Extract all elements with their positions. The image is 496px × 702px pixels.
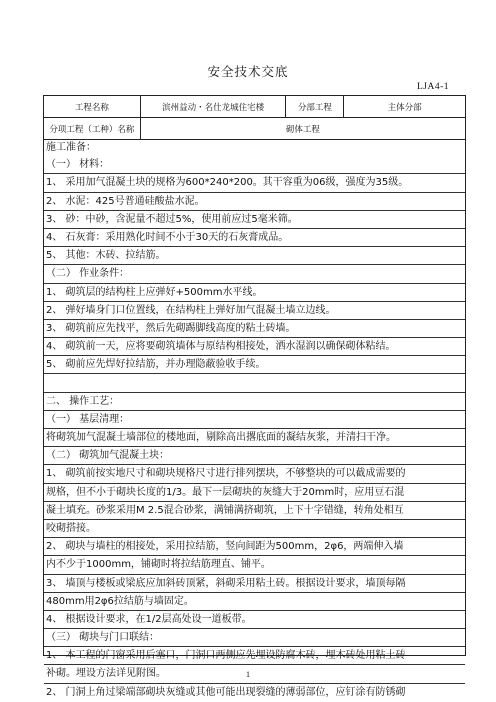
content-line: （二） 作业条件： [44,265,465,283]
content-box [43,139,466,698]
content-line: 凝土填充。砂浆采用M 2.5混合砂浆，满铺满挤砌筑，上下十字错缝，转角处相互 [44,502,465,520]
content-line: （二） 砌筑加气混凝土块： [44,447,465,465]
content-line: 480mm用2φ6拉结筋与墙固定。 [44,593,465,611]
content-line [44,374,465,392]
content-line: （一） 材料： [44,156,465,174]
content-line: 1、 采用加气混凝土块的规格为600*240*200。其干容重为06级，强度为35级。 [44,174,465,192]
content-line: 3、 墙顶与楼板或梁底应加斜砖顶紧，斜砌采用粘土砖。根据设计要求，墙顶每隔 [44,575,465,593]
content-line: 3、 砂：中砂，含泥量不超过5%，使用前应过5毫米筛。 [44,211,465,229]
form-code: LJA4-1 [416,82,449,92]
content-line: 2、 弹好墙身门口位置线，在结构柱上弹好加气混凝土墙立边线。 [44,302,465,320]
subdivision-value: 主体分部 [344,96,466,118]
content-line: （一） 基层清理： [44,411,465,429]
content-line: 二、 操作工艺： [44,393,465,411]
content-line: 5、 其他：木砖、拉结筋。 [44,247,465,265]
content-line: 施工准备： [46,142,96,153]
content-line: 3、 砌筑前应先找平，然后先砌踢脚线高度的粘土砖墙。 [44,320,465,338]
content-line: 将砌筑加气混凝土墙部位的楼地面，剔除高出撂底面的凝结灰浆，并清扫干净。 [44,429,465,447]
content-line: 咬砌搭接。 [44,520,465,538]
document-title: 安全技术交底 [207,64,289,79]
content-line: 1、 本工程的门窗采用后塞口，门洞口两侧应先埋设防腐木砖，埋木砖处用粘土砖 [44,647,465,665]
content-line: 补砌。埋设方法详见附图。 [44,665,465,683]
content-line: 内不少于1000mm，铺砌时将拉结筋理直、铺平。 [44,556,465,574]
content-line: 规格，但不小于砌块长度的1/3。最下一层砌块的灰缝大于20mm时，应用豆石混 [44,484,465,502]
content-line: 2、 门洞上角过梁端部砌块灰缝或其他可能出现裂缝的薄弱部位，应钉涂有防锈砌 [46,686,406,698]
content-line: （三） 砌块与门口联结： [44,629,465,647]
content-lines [44,139,465,701]
header-table [43,95,466,140]
subitem-label: 分项工程（工种）名称 [44,118,141,140]
content-line: 4、 石灰膏：采用熟化时间不小于30天的石灰膏成品。 [44,229,465,247]
content-line: 4、 砌筑前一天，应将要砌筑墙体与原结构相接处，洒水湿润以确保砌体粘结。 [44,338,465,356]
subitem-value: 砌体工程 [140,118,465,140]
content-line: 1、 砌筑层的结构柱上应弹好+500mm水平线。 [44,284,465,302]
content-line: 1、 砌筑前按实地尺寸和砌块规格尺寸进行排列摆块，不够整块的可以截成需要的 [44,465,465,483]
project-name-value: 滨州益动・名仕龙城住宅楼 [140,96,286,118]
content-line: 4、 根据设计要求，在1/2层高处设一道板带。 [44,611,465,629]
project-name-label: 工程名称 [44,96,141,118]
page-number: 1 [246,670,250,679]
subdivision-label: 分部工程 [286,96,344,118]
content-line: 2、 水泥：425号普通硅酸盐水泥。 [44,193,465,211]
content-line: 5、 砌前应先焊好拉结筋，并办理隐蔽验收手续。 [44,356,465,374]
content-line: 2、 砌块与墙柱的相接处，采用拉结筋，竖向间距为500mm，2φ6，两端伸入墙 [44,538,465,556]
